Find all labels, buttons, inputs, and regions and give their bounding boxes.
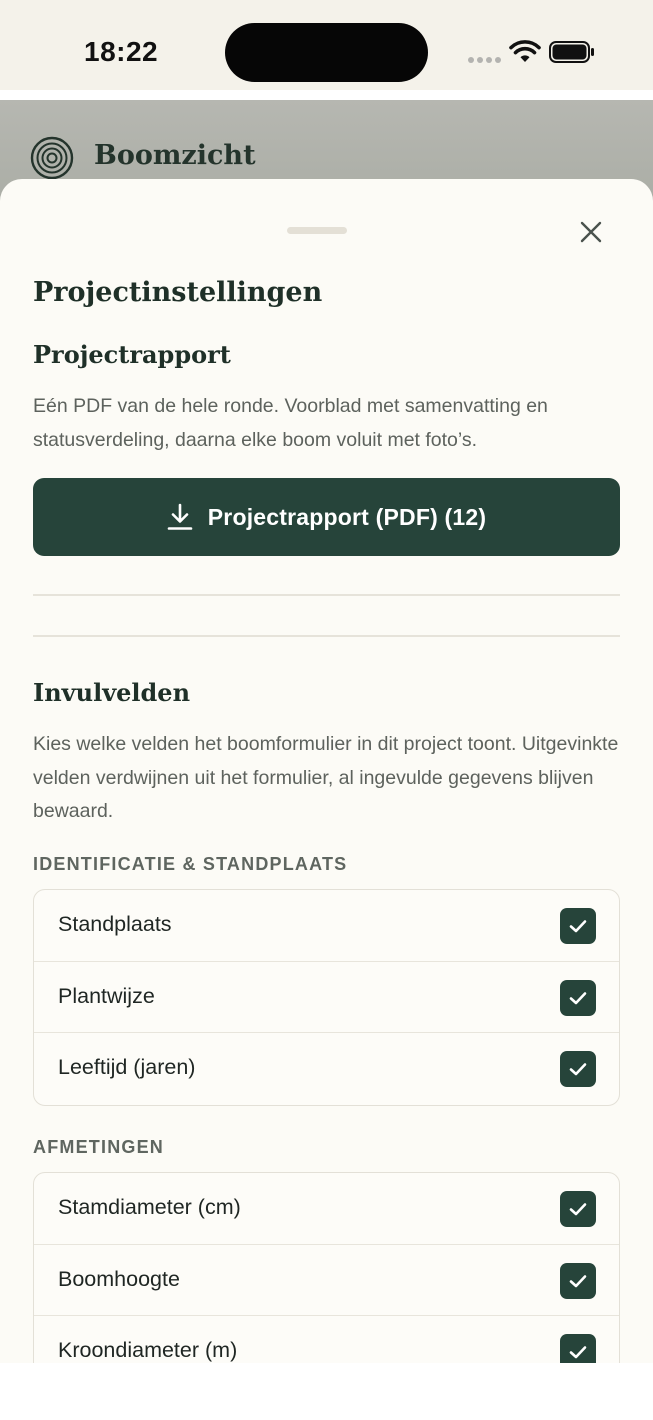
field-label: Kroondiameter (m) xyxy=(58,1338,238,1362)
field-checkbox[interactable] xyxy=(560,980,596,1016)
group-label-dimensions: AFMETINGEN xyxy=(33,1137,164,1157)
close-icon xyxy=(579,220,603,244)
field-checkbox[interactable] xyxy=(560,1334,596,1363)
checkmark-icon xyxy=(568,918,588,934)
divider xyxy=(33,594,620,596)
status-time: 18:22 xyxy=(84,36,159,67)
field-group-dimensions xyxy=(33,1172,620,1363)
checkmark-icon xyxy=(568,1344,588,1360)
field-label: Stamdiameter (cm) xyxy=(58,1195,241,1219)
fields-section-description: Kies welke velden het boomformulier in dit project toont. Uitgevinkte velden verdwijnen uit het formulier, al ingevulde gegevens blijven bewaard. xyxy=(33,733,619,822)
report-section-description: Eén PDF van de hele ronde. Voorblad met samenvatting en statusverdeling, daarna elke boom voluit met foto’s. xyxy=(33,395,548,451)
fields-section-title: Invulvelden xyxy=(33,678,191,707)
tree-rings-logo-icon xyxy=(30,136,74,180)
download-project-report-button[interactable] xyxy=(33,478,620,556)
field-checkbox[interactable] xyxy=(560,1191,596,1227)
download-icon xyxy=(167,503,193,531)
cellular-signal-icon xyxy=(468,57,502,63)
report-section-title: Projectrapport xyxy=(33,340,231,369)
field-row-stamdiameter[interactable] xyxy=(34,1173,619,1245)
field-label: Plantwijze xyxy=(58,983,155,1008)
field-row-kroondiameter[interactable] xyxy=(34,1316,619,1363)
checkmark-icon xyxy=(568,1273,588,1289)
field-row-leeftijd[interactable] xyxy=(34,1033,619,1105)
field-checkbox[interactable] xyxy=(560,1051,596,1087)
status-bar xyxy=(0,0,653,90)
battery-icon xyxy=(549,41,595,63)
field-group-identification xyxy=(33,889,620,1106)
field-row-standplaats[interactable] xyxy=(34,890,619,962)
field-label: Leeftijd (jaren) xyxy=(58,1055,196,1079)
download-report-label: Projectrapport (PDF) (12) xyxy=(207,503,487,530)
field-label: Boomhoogte xyxy=(58,1266,180,1291)
checkmark-icon xyxy=(568,1061,588,1077)
field-label: Standplaats xyxy=(58,912,172,936)
group-label-identification: IDENTIFICATIE & STANDPLAATS xyxy=(33,854,348,874)
dynamic-island xyxy=(225,23,428,82)
project-settings-sheet xyxy=(0,179,653,1363)
sheet-grabber[interactable] xyxy=(287,227,347,234)
divider xyxy=(33,635,620,637)
sheet-title: Projectinstellingen xyxy=(33,277,323,308)
wifi-icon xyxy=(509,40,541,64)
field-checkbox[interactable] xyxy=(560,908,596,944)
close-button[interactable] xyxy=(572,213,610,251)
field-checkbox[interactable] xyxy=(560,1263,596,1299)
field-row-plantwijze[interactable] xyxy=(34,962,619,1034)
field-row-boomhoogte[interactable] xyxy=(34,1245,619,1317)
checkmark-icon xyxy=(568,990,588,1006)
app-name: Boomzicht xyxy=(94,140,256,171)
checkmark-icon xyxy=(568,1201,588,1217)
